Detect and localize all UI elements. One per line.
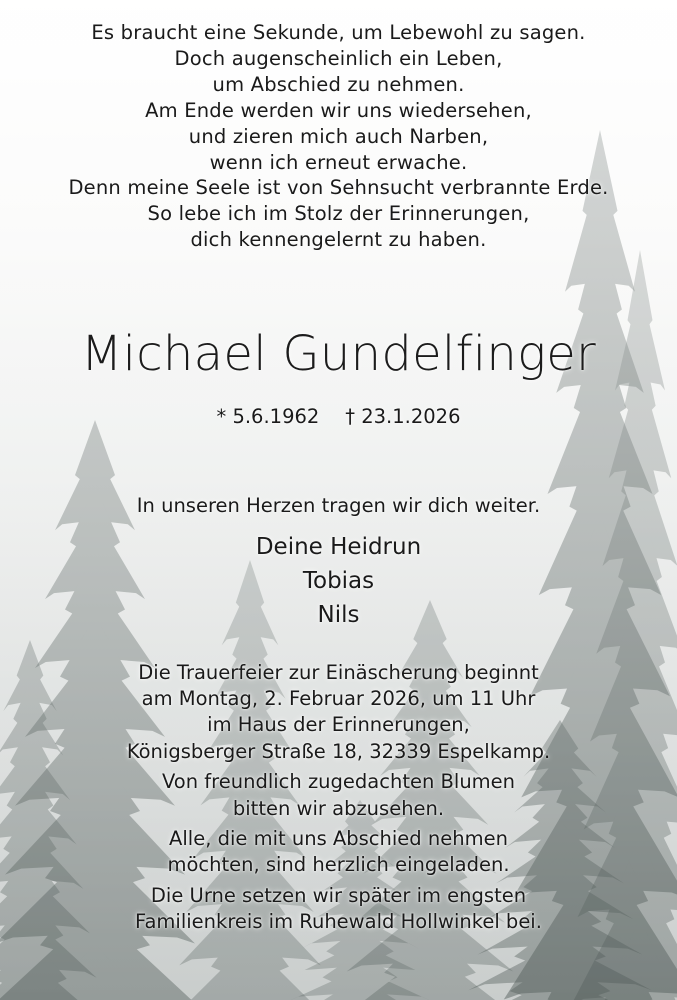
signers xyxy=(0,530,677,632)
poem-line: Doch augenscheinlich ein Leben, xyxy=(174,46,503,70)
life-dates xyxy=(0,403,677,431)
birth-date: * 5.6.1962 xyxy=(216,405,320,428)
death-date: † 23.1.2026 xyxy=(345,405,461,428)
poem-line: So lebe ich im Stolz der Erinnerungen, xyxy=(147,202,530,226)
invitation-note xyxy=(0,826,677,878)
detail-line: Die Urne setzen wir später im engsten xyxy=(150,884,527,908)
poem-line: wenn ich erneut erwache. xyxy=(209,150,468,174)
poem xyxy=(0,20,677,253)
poem-line: Am Ende werden wir uns wiedersehen, xyxy=(145,98,532,122)
detail-line: Königsberger Straße 18, 32339 Espelkamp. xyxy=(126,739,551,763)
signer-name: Deine Heidrun xyxy=(255,534,422,560)
detail-line: Alle, die mit uns Abschied nehmen xyxy=(169,827,508,851)
tagline: In unseren Herzen tragen wir dich weiter. xyxy=(136,494,541,517)
poem-line: und zieren mich auch Narben, xyxy=(188,124,489,148)
deceased-name: Michael Gundelfinger xyxy=(80,326,597,382)
detail-line: Familienkreis im Ruhewald Hollwinkel bei. xyxy=(135,910,542,934)
flowers-note xyxy=(0,769,677,821)
detail-line: am Montag, 2. Februar 2026, um 11 Uhr xyxy=(141,687,536,711)
poem-line: dich kennengelernt zu haben. xyxy=(190,228,487,252)
poem-line: um Abschied zu nehmen. xyxy=(212,72,465,96)
detail-line: möchten, sind herzlich eingeladen. xyxy=(167,853,510,877)
detail-line: bitten wir abzusehen. xyxy=(232,796,445,820)
urn-note xyxy=(0,883,677,935)
poem-line: Es braucht eine Sekunde, um Lebewohl zu sagen. xyxy=(91,21,586,44)
service-details xyxy=(0,660,677,940)
poem-line: Denn meine Seele ist von Sehnsucht verbrannte Erde. xyxy=(68,176,609,200)
signer-name: Tobias xyxy=(302,568,375,594)
funeral-info xyxy=(0,660,677,765)
signer-name: Nils xyxy=(317,602,360,628)
detail-line: Von freundlich zugedachten Blumen xyxy=(161,770,516,794)
detail-line: im Haus der Erinnerungen, xyxy=(207,713,470,737)
detail-line: Die Trauerfeier zur Einäscherung beginnt xyxy=(138,661,539,684)
